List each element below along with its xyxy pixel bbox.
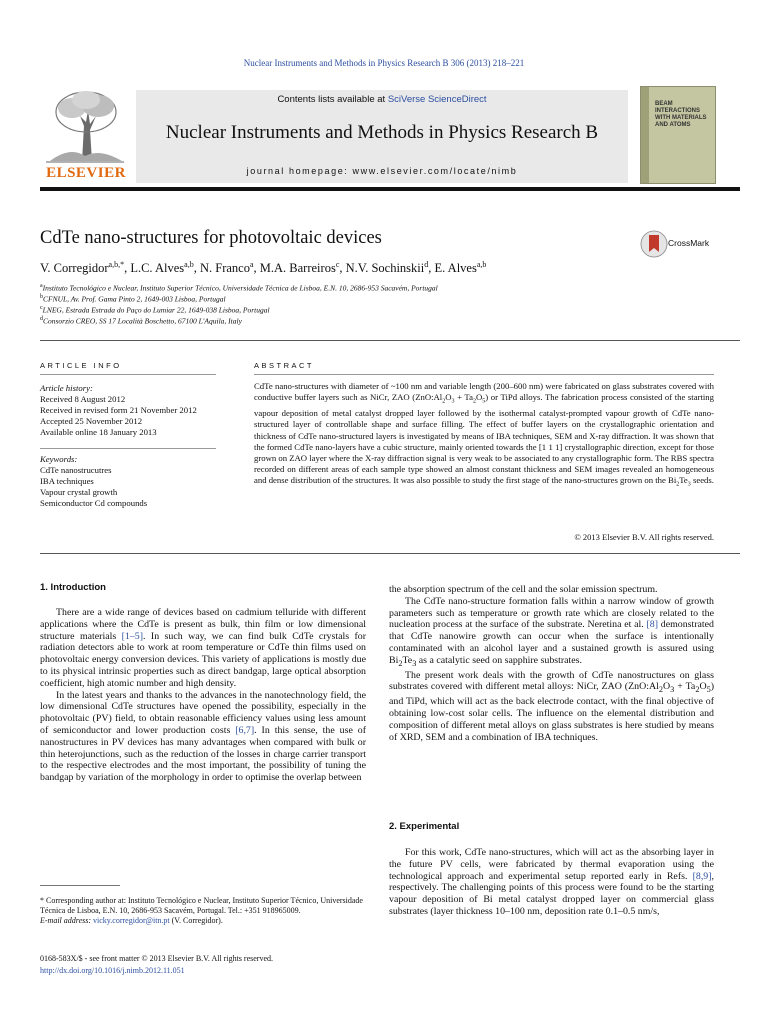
journal-title: Nuclear Instruments and Methods in Physics Research B [165,122,599,143]
abstract-run: + Ta [454,392,473,403]
crossmark-label[interactable]: CrossMark [668,238,710,248]
history-item: Received in revised form 21 November 2012 [40,405,197,415]
abstract-subscript: 5 [482,398,486,405]
abstract-text [254,381,714,491]
abstract-run: Te [679,475,688,486]
email-link[interactable]: vicky.corregidor@itn.pt [93,916,170,925]
keyword: IBA techniques [40,476,94,486]
footnote-email-line [40,916,366,926]
text-run: The CdTe nano-structure formation falls within a narrow window of growth parameters such as temperature or growth rate which are closely related to the nucleation process at the surface of the substrate. Neretina et al. [389,595,714,631]
paragraph [389,596,714,670]
author-name[interactable]: N.V. Sochinskii [345,261,425,276]
author-name[interactable]: M.A. Barreiros [259,261,336,276]
section-rule [40,340,740,341]
author-name[interactable]: E. Alves [434,261,477,276]
subscript: 5 [706,685,711,695]
affiliation-marker: c [40,305,43,311]
paragraph [389,847,714,918]
section-heading-experimental: 2. Experimental [389,821,460,832]
abstract-run: ) or TiPd alloys. The fabrication process consisted of the starting vapour deposition of metal catalyst dropped layer followed by the isothermal catalyst-prompted vapour growth of CdTe nano-structured layer of controllable shape and surface filling. The effect of buffer layers on the crystallographic orientation and thickness of CdTe nano-structured layers is investigated by means of IBA techniques, SEM and X-ray diffraction. It was shown that the formed CdTe nano-layers have a cubic structure, mainly oriented towards the [1 1 1] crystallographic direction, except for those grown on ZAO layer where the X-ray diffraction signal is very weak to be associated to any crystallographic form. The RBS spectra recorded on different areas of each sample type showed an almost constant thickness and SEM images revealed an homogeneous and dense distribution of the structures. It was also possible to study the first stage of the nano-structures grown on the Bi [254,392,714,486]
corresponding-author-footnote [40,896,366,926]
affiliation-text: CFNUL, Av. Prof. Gama Pinto 2, 1649-003 Lisboa, Portugal [43,294,226,304]
abstract-run: O [476,392,483,403]
publisher-wordmark[interactable]: ELSEVIER [46,165,126,181]
contents-prefix: Contents lists available at [277,94,388,105]
keywords-label: Keywords: [40,454,78,464]
info-rule [40,374,216,375]
text-run: ) and TiPd, which will act as the back electrode contact, with the final objective of obtaining low-cost solar cells. The influence on the elemental distribution and composition of different metal alloys on glass substrates is here studied by means of XRD, SEM and a combination of IBA techniques. [389,681,714,743]
abstract-subscript: 3 [687,482,691,489]
author-affiliation-marker: a,b [476,260,487,269]
text-run: , respectively. The challenging points of this process were found to be the starting vapour deposition of Bi metal catalyst dropped layer on commercial glass substrates (layer thickness 10–100 nm, deposition rate 0.1–0.5 nm/s, [389,870,714,917]
abstract-subscript: 2 [676,482,680,489]
right-column-text-2 [389,847,714,918]
left-column-text [40,607,366,784]
article-title: CdTe nano-structures for photovoltaic devices [40,228,382,248]
paragraph [40,607,366,690]
affiliation-text: LNEG, Estrada Estrada do Paço do Lumiar 22, 1649-038 Lisboa, Portugal [42,305,270,315]
text-run: O [699,681,707,693]
subscript: 3 [670,685,675,695]
journal-cover-thumbnail[interactable] [640,86,716,184]
citation-link[interactable]: [6,7] [235,724,255,736]
author-affiliation-marker: a,b,* [108,260,125,269]
cover-title: BEAM INTERACTIONS WITH MATERIALS AND ATOMS [655,101,707,128]
affiliation [40,316,242,326]
affiliation-text: Instituto Tecnológico e Nuclear, Instituto Superior Técnico, Universidade Técnica de Lisboa, E.N. 10, 2686-953 Sacavém, Portugal [42,283,438,293]
footnote-text: * Corresponding author at: Instituto Tecnológico e Nuclear, Instituto Superior Técnico, Universidade Técnica de Lisboa, E.N. 10, 2686-953 Sacavém, Portugal. Tel.: +351 918965009. [40,896,363,915]
author-name[interactable]: L.C. Alves [130,261,185,276]
section-heading-introduction: 1. Introduction [40,582,106,593]
journal-homepage[interactable]: journal homepage: www.elsevier.com/locate/nimb [246,166,518,176]
citation-link[interactable]: [8,9] [692,870,712,882]
footnote-rule [40,885,120,886]
text-run: For this work, CdTe nano-structures, which will act as the absorbing layer in the future PV cells, were fabricated by thermal evaporation using the technological approach and experimental setup reported early in Refs. [389,847,714,882]
text-run: . In such way, we can find bulk CdTe crystals for radiation detectors able to work at room temperature or CdTe thin films used on photovoltaic energy conversion devices. This variety of applications is mostly due to its physical intrinsic properties such as direct bandgap, large optical absorption coefficient, high atomic number and high density. [40,630,366,689]
affiliation [40,305,270,315]
history-item: Accepted 25 November 2012 [40,416,143,426]
article-info-heading: ARTICLE INFO [40,361,122,370]
abstract-copyright: © 2013 Elsevier B.V. All rights reserved. [574,532,714,542]
text-run: There are a wide range of devices based on cadmium telluride with different applications where the CdTe is present as bulk, thin film or low dimensional structure materials [40,607,366,642]
crossmark-icon [640,230,668,258]
affiliation-marker: d [40,316,43,322]
affiliation-marker: a [40,283,43,289]
citation-link[interactable]: [8] [646,619,659,631]
keyword: Semiconductor Cd compounds [40,498,148,508]
author-list: V. Corregidor$^{a,b,*}$, L.C. Alves$^{a,b}$, N. Franco$^a$, M.A. Barreiros$^c$, N.V. Sochinskii$^d$, E. Alves$^{a,b}$ [40,260,487,276]
history-item: Received 8 August 2012 [40,394,126,404]
right-column-text [389,584,714,743]
affiliation [40,294,226,304]
header-rule [40,187,740,191]
affiliation-text: Consorzio CREO, SS 17 Località Boschetto, 67100 L'Aquila, Italy [43,316,242,326]
affiliation [40,283,438,293]
journal-citation[interactable]: Nuclear Instruments and Methods in Physics Research B 306 (2013) 218–221 [243,58,525,68]
citation-link[interactable]: [1–5] [121,630,143,642]
author-affiliation-marker: a [249,260,254,269]
contents-line [136,94,628,105]
abstract-subscript: 3 [451,398,455,405]
author-affiliation-marker: a,b [184,260,194,269]
affiliation-marker: b [40,294,43,300]
text-run: Te [402,654,413,666]
info-rule [40,448,216,449]
paragraph [40,690,366,784]
author-affiliation-marker: c [335,260,340,269]
paragraph [389,670,714,744]
subscript: 2 [695,685,700,695]
author-name[interactable]: V. Corregidor [40,261,109,276]
abstract-subscript: 2 [442,398,446,405]
text-run: + Ta [674,681,696,693]
text-run: . In this sense, the use of nanostructures in PV devices has many advantages when compared with bulk or thin heterojunctions, such as the reduction of the losses in charge carrier transport to the respective electrodes and the most important, the possibility of tuning the bandgap by variation of the morphology in order to optimise the overlap between [40,724,366,784]
email-label: E-mail address: [40,916,94,925]
keyword: Vapour crystal growth [40,487,118,497]
text-run: demonstrated that CdTe nanowire growth can occur when the surface is intentionally contaminated with an alcohol layer and a sustained growth is assured using Bi [389,619,714,666]
abstract-run: O [445,392,452,403]
abstract-rule [254,374,714,375]
keyword: CdTe nanostrucutres [40,465,112,475]
text-run: The present work deals with the growth of CdTe nanostructures on glass substrates covered with different metal alloys: NiCr, ZAO (ZnO:Al [389,669,714,693]
abstract-run: CdTe nano-structures with diameter of ~100 nm and variable length (200–600 nm) were fabricated on glass substrates covered with conductive buffer layers such as NiCr, ZAO (ZnO:Al [254,381,714,403]
subscript: 2 [658,685,663,695]
doi-link[interactable]: http://dx.doi.org/10.1016/j.nimb.2012.11.051 [40,966,185,975]
text-run: as a catalytic seed on sapphire substrates. [416,654,582,666]
article-history-label: Article history: [40,383,93,393]
issn-line: 0168-583X/$ - see front matter © 2013 Elsevier B.V. All rights reserved. [40,954,273,963]
author-name[interactable]: N. Franco [199,261,250,276]
subscript: 3 [412,658,417,668]
email-suffix: (V. Corregidor). [169,916,223,925]
cover-stripe [641,87,649,183]
abstract-heading: ABSTRACT [254,361,315,370]
abstract-subscript: 2 [473,398,476,405]
text-run: O [662,681,671,693]
paragraph: the absorption spectrum of the cell and the solar emission spectrum. [389,584,658,595]
author-affiliation-marker: d [424,260,429,269]
history-item: Available online 18 January 2013 [40,427,157,437]
abstract-run: seeds. [690,475,714,486]
text-run: In the latest years and thanks to the advances in the nanotechnology field, the low dimensional CdTe structures have opened the possibility, especially in the photovoltaic (PV) field, to obtain reasonable efficiency values using less amount of semiconductor and lower production costs [40,689,366,736]
section-rule [40,553,740,554]
sciencedirect-link[interactable]: SciVerse ScienceDirect [387,94,487,105]
subscript: 2 [398,658,403,668]
